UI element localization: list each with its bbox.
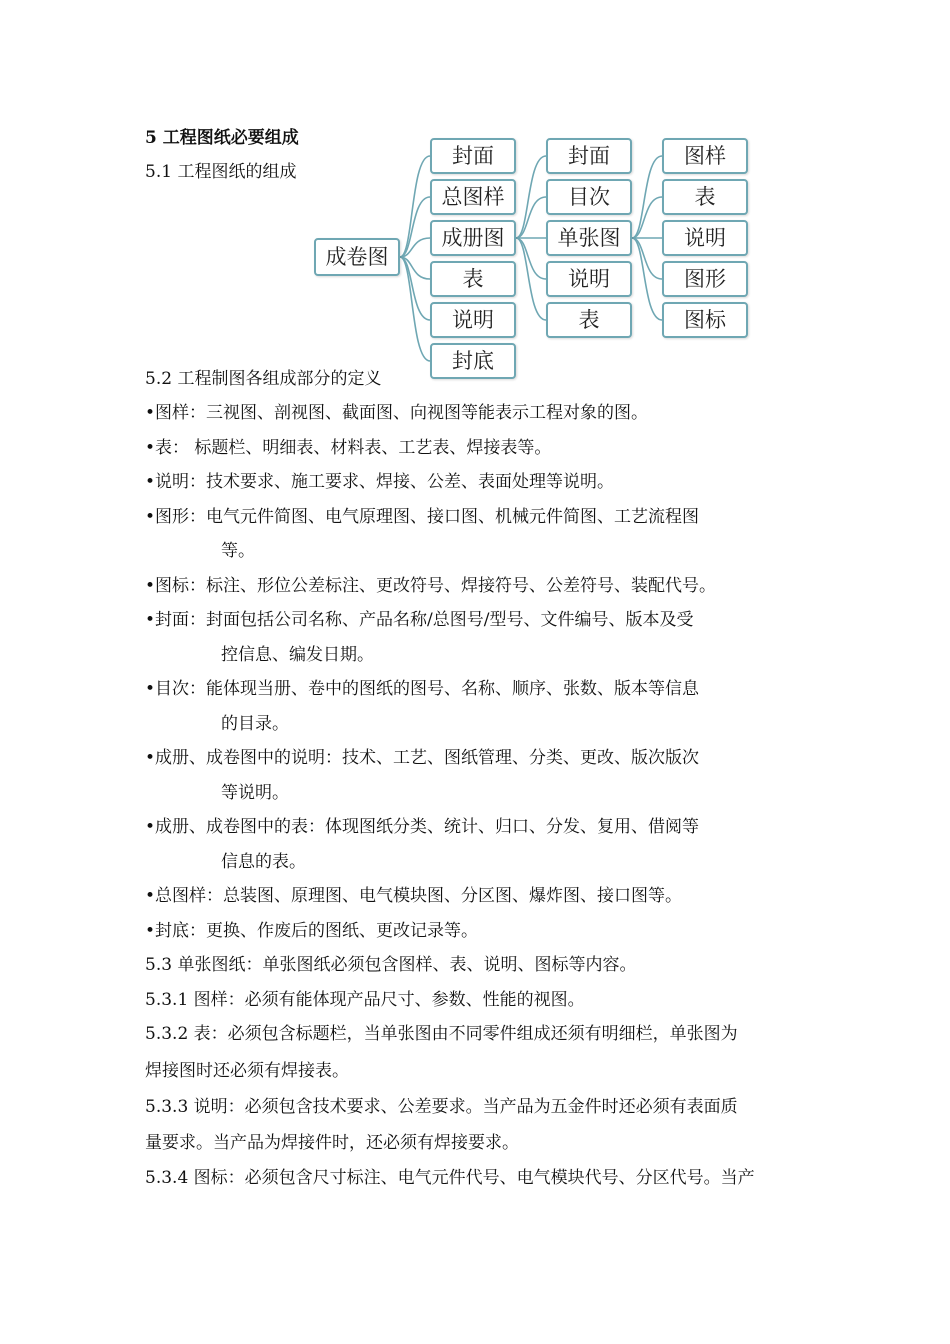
bullet-6: •目次：能体现当册、卷中的图纸的图号、名称、顺序、张数、版本等信息 — [145, 679, 700, 699]
node-level1-4: 说明 — [430, 302, 516, 338]
node-level3-3: 图形 — [662, 261, 748, 297]
node-level1-5: 封底 — [430, 343, 516, 379]
bullet-3-cont: 等。 — [221, 541, 255, 561]
bullet-7: •成册、成卷图中的说明：技术、工艺、图纸管理、分类、更改、版次版次 — [145, 748, 700, 768]
connector-root-to-level1-4 — [400, 257, 430, 320]
connector-root-to-level1-0 — [400, 156, 430, 257]
connector-level2-to-level3-3 — [632, 238, 662, 279]
section-5-3-2-line2: 焊接图时还必须有焊接表。 — [145, 1061, 349, 1081]
drawing-composition-diagram — [300, 130, 770, 390]
node-level1-3: 表 — [430, 261, 516, 297]
node-level3-2: 说明 — [662, 220, 748, 256]
node-level1-0: 封面 — [430, 138, 516, 174]
connector-root-to-level1-1 — [400, 197, 430, 257]
bullet-2: •说明：技术要求、施工要求、焊接、公差、表面处理等说明。 — [145, 472, 615, 492]
node-level2-3: 说明 — [546, 261, 632, 297]
section-5-3: 5.3 单张图纸：单张图纸必须包含图样、表、说明、图标等内容。 — [145, 955, 637, 975]
section-5-3-1: 5.3.1 图样：必须有能体现产品尺寸、参数、性能的视图。 — [145, 990, 585, 1010]
node-level2-4: 表 — [546, 302, 632, 338]
connector-level1-to-level2-3 — [516, 238, 546, 279]
node-level2-2: 单张图 — [546, 220, 632, 256]
bullet-10: •封底：更换、作废后的图纸、更改记录等。 — [145, 921, 479, 941]
node-root: 成卷图 — [314, 238, 400, 276]
node-level1-1: 总图样 — [430, 179, 516, 215]
bullet-7-cont: 等说明。 — [221, 783, 289, 803]
bullet-9: •总图样：总装图、原理图、电气模块图、分区图、爆炸图、接口图等。 — [145, 886, 683, 906]
bullet-6-cont: 的目录。 — [221, 714, 289, 734]
section-5-2-title: 5.2 工程制图各组成部分的定义 — [145, 369, 382, 389]
node-level3-4: 图标 — [662, 302, 748, 338]
section-5-1-title: 5.1 工程图纸的组成 — [145, 162, 297, 182]
section-5-title: 5 工程图纸必要组成 — [145, 128, 299, 148]
node-level1-2: 成册图 — [430, 220, 516, 256]
connector-level2-to-level3-1 — [632, 197, 662, 238]
bullet-8: •成册、成卷图中的表：体现图纸分类、统计、归口、分发、复用、借阅等 — [145, 817, 700, 837]
bullet-4: •图标：标注、形位公差标注、更改符号、焊接符号、公差符号、装配代号。 — [145, 576, 717, 596]
section-5-3-3-line1: 5.3.3 说明：必须包含技术要求、公差要求。当产品为五金件时还必须有表面质 — [145, 1097, 738, 1117]
node-level2-1: 目次 — [546, 179, 632, 215]
bullet-8-cont: 信息的表。 — [221, 852, 306, 872]
bullet-5-cont: 控信息、编发日期。 — [221, 645, 374, 665]
node-level2-0: 封面 — [546, 138, 632, 174]
node-level3-1: 表 — [662, 179, 748, 215]
bullet-0: •图样：三视图、剖视图、截面图、向视图等能表示工程对象的图。 — [145, 403, 649, 423]
section-5-3-4-line1: 5.3.4 图标：必须包含尺寸标注、电气元件代号、电气模块代号、分区代号。当产 — [145, 1168, 755, 1188]
bullet-5: •封面：封面包括公司名称、产品名称/总图号/型号、文件编号、版本及受 — [145, 610, 694, 630]
bullet-3: •图形：电气元件简图、电气原理图、接口图、机械元件简图、工艺流程图 — [145, 507, 700, 527]
node-level3-0: 图样 — [662, 138, 748, 174]
section-5-3-3-line2: 量要求。当产品为焊接件时，还必须有焊接要求。 — [145, 1133, 519, 1153]
bullet-1: •表： 标题栏、明细表、材料表、工艺表、焊接表等。 — [145, 438, 552, 458]
section-5-3-2-line1: 5.3.2 表：必须包含标题栏，当单张图由不同零件组成还须有明细栏，单张图为 — [145, 1024, 738, 1044]
connector-level1-to-level2-1 — [516, 197, 546, 238]
